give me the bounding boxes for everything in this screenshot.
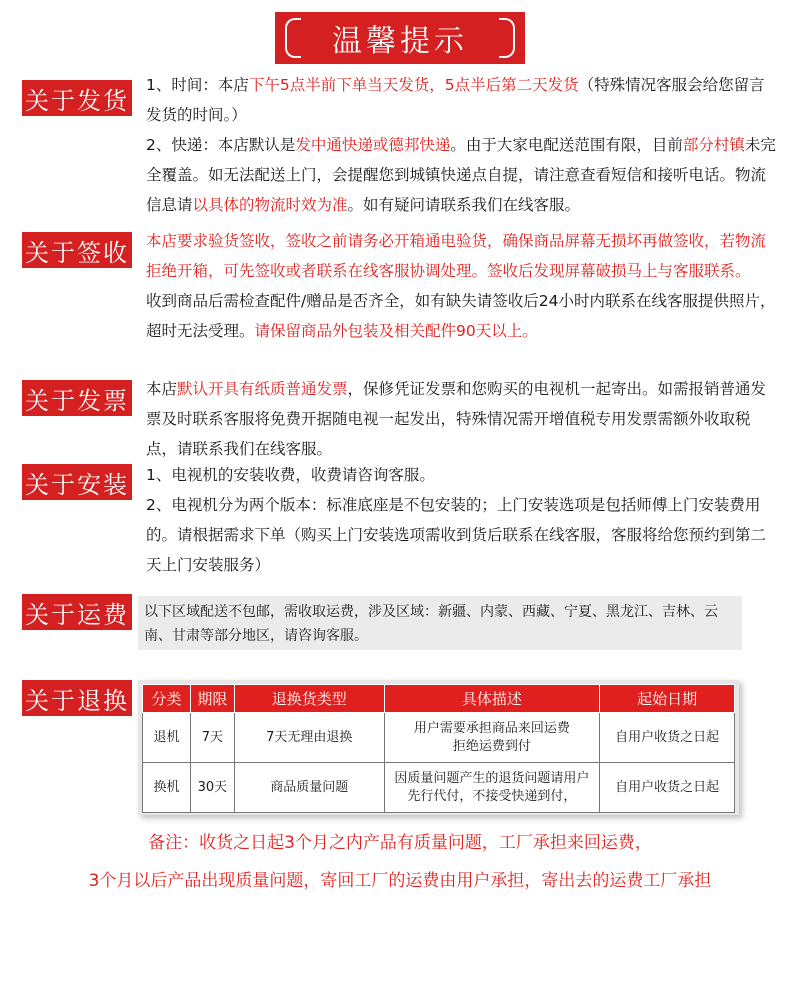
table-row (143, 713, 735, 763)
install-section (146, 460, 778, 580)
cell-description: 因质量问题产生的退货问题请用户 先行代付，不接受快递到付， (384, 763, 600, 813)
install-versions: 2、电视机分为两个版本：标准底座是不包安装的；上门安装选项是包括师傅上门安装费用的。请根据需求下单（购买上门安装选项需收到货后联系在线客服，客服将给您预约到第二天上门安装服务） (146, 496, 767, 574)
returns-table-header (143, 685, 735, 713)
install-tag-label: 关于安装 (25, 470, 129, 499)
freight-text: 以下区域配送不包邮，需收取运费，涉及区域：新疆、内蒙、西藏、宁夏、黑龙江、吉林、云南、甘肃等部分地区，请咨询客服。 (144, 604, 718, 644)
receipt-section (146, 226, 778, 346)
header-period: 期限 (190, 685, 234, 713)
returns-tag-label: 关于退换 (25, 686, 129, 715)
table-row (143, 763, 735, 813)
header-type: 退换货类型 (234, 685, 384, 713)
shipping-tag (22, 80, 132, 116)
invoice-text: 本店默认开具有纸质普通发票，保修凭证发票和您购买的电视机一起寄出。如需报销普通发票及时联系客服将免费开据随电视一起发出，特殊情况需开增值税专用发票需额外收取税点，请联系我们在线客服。 (146, 380, 767, 458)
invoice-tag-label: 关于发票 (25, 386, 129, 415)
receipt-accessory-note: 收到商品后需检查配件/赠品是否齐全，如有缺失请签收后24小时内联系在线客服提供照片，超时无法受理。请保留商品外包装及相关配件90天以上。 (146, 292, 776, 340)
returns-tag (22, 680, 132, 716)
note-line-1: 备注：收货之日起3个月之内产品有质量问题，工厂承担来回运费， (148, 833, 652, 853)
cell-category: 换机 (143, 763, 191, 813)
cell-period: 7天 (190, 713, 234, 763)
cell-category: 退机 (143, 713, 191, 763)
cell-start-date: 自用户收货之日起 (600, 713, 735, 763)
cell-type: 商品质量问题 (234, 763, 384, 813)
receipt-tag-label: 关于签收 (25, 238, 129, 267)
cell-description: 用户需要承担商品来回运费 拒绝运费到付 (384, 713, 600, 763)
note-line-2: 3个月以后产品出现质量问题，寄回工厂的运费由用户承担，寄出去的运费工厂承担 (88, 871, 712, 891)
cell-start-date: 自用户收货之日起 (600, 763, 735, 813)
freight-box (138, 596, 742, 650)
invoice-section (146, 374, 778, 464)
shipping-time: 1、时间：本店下午5点半前下单当天发货，5点半后第二天发货（特殊情况客服会给您留言发货的时间。） (146, 76, 765, 124)
freight-tag-label: 关于运费 (25, 600, 129, 629)
receipt-inspection-note: 本店要求验货签收，签收之前请务必开箱通电验货，确保商品屏幕无损坏再做签收，若物流拒绝开箱，可先签收或者联系在线客服协调处理。签收后发现屏幕破损马上与客服联系。 (146, 232, 767, 280)
returns-table (142, 684, 735, 813)
shipping-tag-label: 关于发货 (25, 86, 129, 115)
page-title: 温馨提示 (332, 24, 468, 59)
install-fee: 1、电视机的安装收费，收费请咨询客服。 (146, 466, 435, 484)
shipping-section (146, 70, 778, 220)
receipt-tag (22, 232, 132, 268)
invoice-tag (22, 380, 132, 416)
cell-type: 7天无理由退换 (234, 713, 384, 763)
page-title-banner (275, 12, 525, 64)
cell-period: 30天 (190, 763, 234, 813)
freight-tag (22, 594, 132, 630)
shipping-courier: 2、快递：本店默认是发中通快递或德邦快递。由于大家电配送范围有限，目前部分村镇未完全覆盖。如无法配送上门，会提醒您到城镇快递点自提，请注意查看短信和接听电话。物流信息请以具体的物流时效为准。如有疑问请联系我们在线客服。 (146, 136, 776, 214)
header-description: 具体描述 (384, 685, 600, 713)
header-start-date: 起始日期 (600, 685, 735, 713)
install-tag (22, 464, 132, 500)
header-category: 分类 (143, 685, 191, 713)
